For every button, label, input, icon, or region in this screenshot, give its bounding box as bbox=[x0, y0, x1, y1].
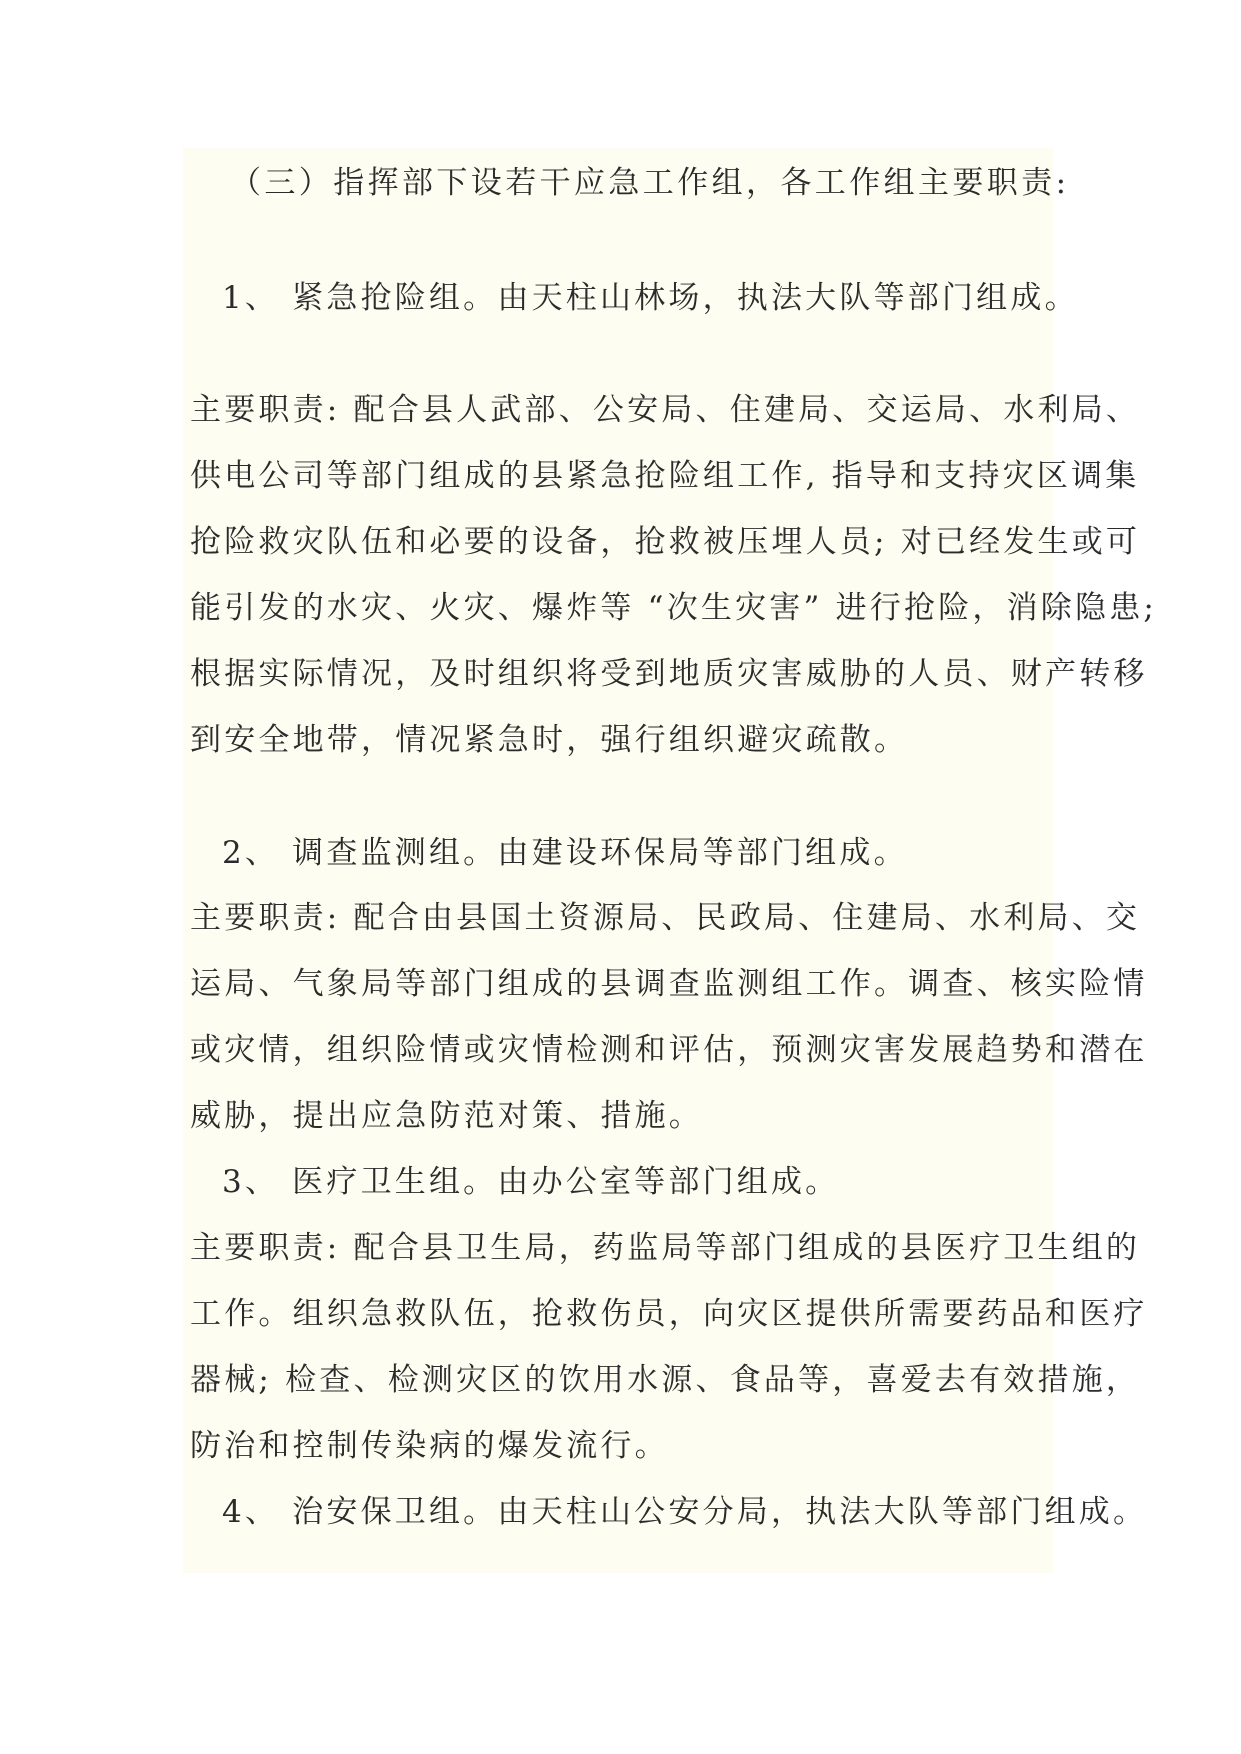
group-1-duty-line: 根据实际情况，及时组织将受到地质灾害威胁的人员、财产转移 bbox=[190, 656, 1148, 692]
group-2-duty-line: 或灾情，组织险情或灾情检测和评估，预测灾害发展趋势和潜在 bbox=[190, 1032, 1148, 1068]
group-3-duty-line: 器械; 检查、检测灾区的饮用水源、食品等，喜爱去有效措施， bbox=[190, 1362, 1141, 1398]
group-1-duty-line: 主要职责: 配合县人武部、公安局、住建局、交运局、水利局、 bbox=[190, 392, 1141, 428]
group-3-duty-line: 工作。组织急救队伍，抢救伤员，向灾区提供所需要药品和医疗 bbox=[190, 1296, 1148, 1332]
group-4-title: 4、 治安保卫组。由天柱山公安分局，执法大队等部门组成。 bbox=[222, 1494, 1148, 1530]
group-1-duty-line: 能引发的水灾、火灾、爆炸等 “次生灾害” 进行抢险，消除隐患; bbox=[190, 590, 1158, 626]
group-3-title: 3、 医疗卫生组。由办公室等部门组成。 bbox=[222, 1164, 840, 1200]
group-3-duty-line: 防治和控制传染病的爆发流行。 bbox=[190, 1428, 669, 1464]
group-2-duty-line: 威胁，提出应急防范对策、措施。 bbox=[190, 1098, 703, 1134]
group-2-title: 2、 调查监测组。由建设环保局等部门组成。 bbox=[222, 835, 908, 871]
section-heading: （三）指挥部下设若干应急工作组，各工作组主要职责: bbox=[230, 165, 1070, 201]
group-1-duty-line: 到安全地带，情况紧急时，强行组织避灾疏散。 bbox=[190, 722, 909, 758]
group-1-duty-line: 抢险救灾队伍和必要的设备，抢救被压埋人员; 对已经发生或可 bbox=[190, 524, 1141, 560]
group-3-duty-line: 主要职责: 配合县卫生局，药监局等部门组成的县医疗卫生组的 bbox=[190, 1230, 1141, 1266]
group-1-title: 1、 紧急抢险组。由天柱山林场，执法大队等部门组成。 bbox=[222, 280, 1079, 316]
group-2-duty-line: 主要职责: 配合由县国土资源局、民政局、住建局、水利局、交 bbox=[190, 900, 1141, 936]
group-2-duty-line: 运局、气象局等部门组成的县调查监测组工作。调查、核实险情 bbox=[190, 966, 1148, 1002]
group-1-duty-line: 供电公司等部门组成的县紧急抢险组工作, 指导和支持灾区调集 bbox=[190, 458, 1140, 494]
